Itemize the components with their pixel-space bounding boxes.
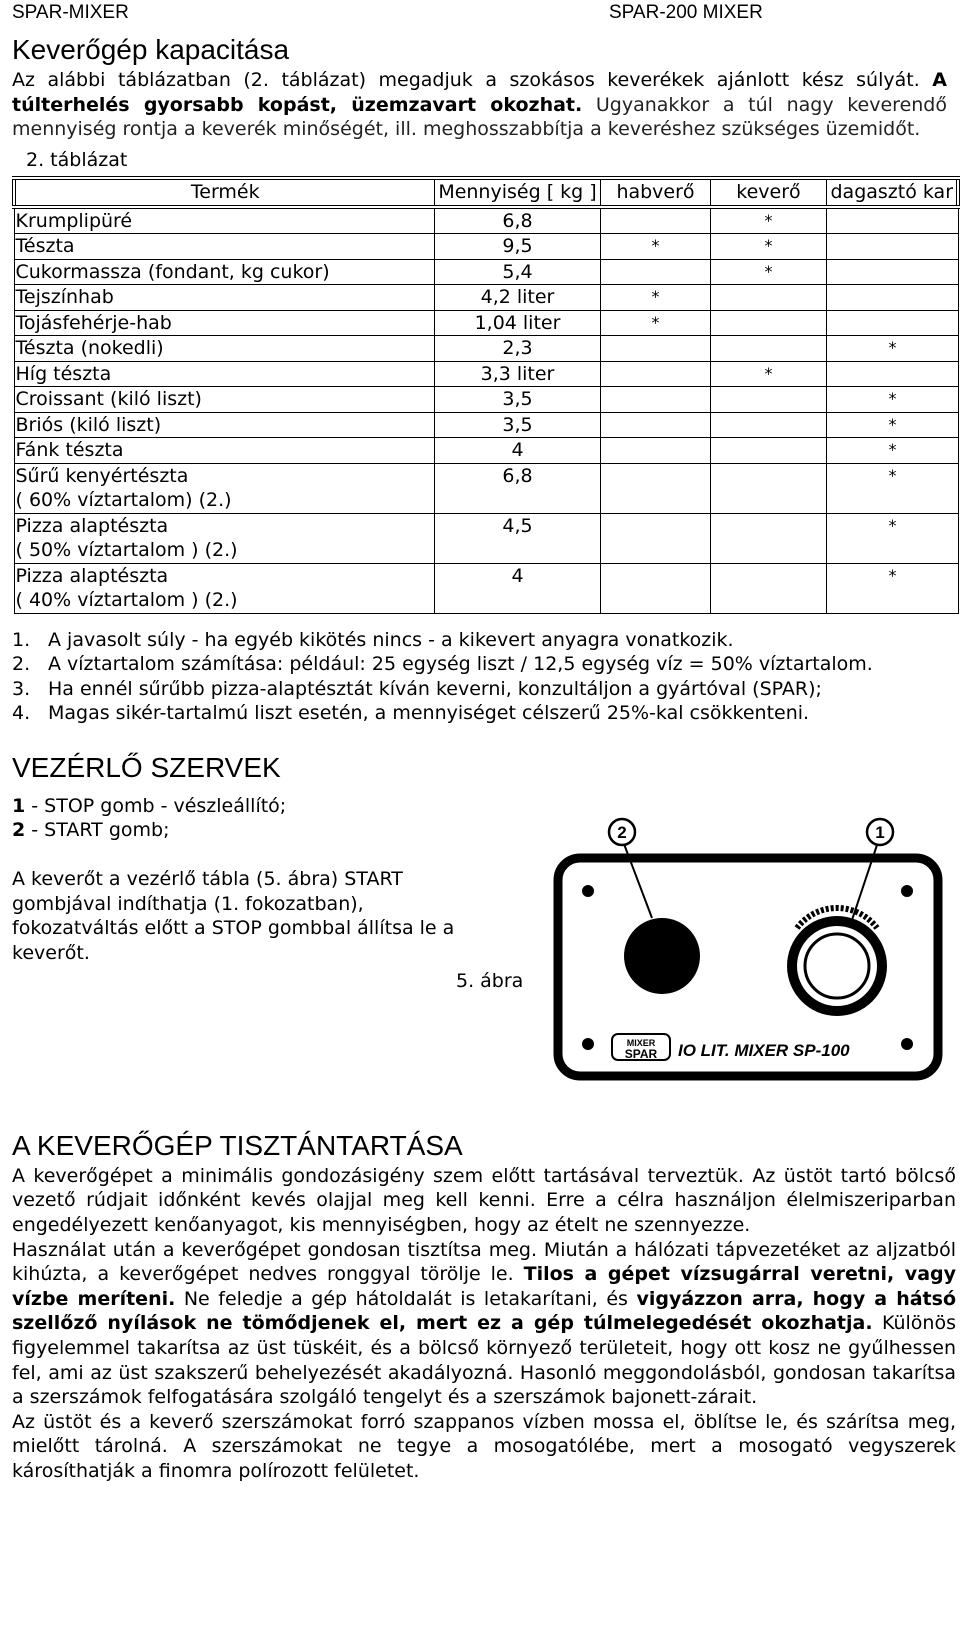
cell-product: Sűrű kenyértészta ( 60% víztartalom) (2.)	[14, 463, 434, 513]
controls-section	[12, 786, 956, 1116]
col-header-beater: keverő	[710, 178, 826, 207]
cell-product: Tészta	[14, 234, 434, 260]
cell-product: Krumplipüré	[14, 207, 434, 234]
cleaning-p2-a: Használat után a keverőgépet gondosan tisztítsa meg. Miután a hálózati tápvezetéket az aljzatból kihúzta, a keverőgépet nedves ronggyal törölje le.	[12, 1238, 956, 1286]
note-text: A javasolt súly - ha egyéb kikötés nincs - a kikevert anyagra vonatkozik.	[48, 628, 734, 651]
note-item	[12, 701, 956, 726]
cell-product: Fánk tészta	[14, 438, 434, 464]
intro-text-1: Az alábbi táblázatban (2. táblázat) megadjuk a szokásos keverékek ajánlott kész súlyát.	[12, 69, 920, 91]
control-item-2	[12, 818, 512, 843]
intro-warning: A túlterhelés gyorsabb kopást, üzemzavart okozhat.	[12, 69, 947, 116]
cell-whisk	[600, 259, 710, 285]
note-number: 4.	[12, 702, 31, 725]
table-row	[14, 207, 958, 234]
cell-dough-hook	[826, 361, 958, 387]
cell-whisk: *	[600, 285, 710, 311]
screw-bottom-right	[901, 1038, 913, 1050]
svg-text:SPAR: SPAR	[624, 1046, 658, 1061]
cell-whisk	[600, 361, 710, 387]
capacity-intro	[12, 68, 947, 142]
cell-product: Croissant (kiló liszt)	[14, 387, 434, 413]
cleaning-title: A KEVERŐGÉP TISZTÁNTARTÁSA	[12, 1129, 463, 1161]
cell-product: Tojásfehérje-hab	[14, 310, 434, 336]
control-item-1-text: - STOP gomb - vészleállító;	[25, 794, 287, 817]
cell-quantity: 4,2 liter	[434, 285, 600, 311]
controls-title: VEZÉRLŐ SZERVEK	[12, 751, 281, 783]
control-item-2-text: - START gomb;	[25, 819, 170, 842]
note-text: A víztartalom számítása: például: 25 egység liszt / 12,5 egység víz = 50% víztartalom.	[48, 653, 873, 676]
table-row	[14, 310, 958, 336]
start-button[interactable]	[624, 918, 700, 994]
cell-quantity: 3,5	[434, 412, 600, 438]
table-caption: 2. táblázat	[26, 148, 128, 171]
cleaning-paragraph-1: A keverőgépet a minimális gondozásigény szem előtt tartásával terveztük. Az üstöt tartó bölcső vezető rúdjait időnként kevés olajjal meg kell kenni. Erre a célra használjon élelmiszeriparban engedélyezett kenőanyagot, kis mennyiségben, hogy az ételt ne szennyezze.	[12, 1164, 956, 1237]
cleaning-p2-e: Különös figyelemmel takarítsa az üst tüskéit, és a bölcső környező területeit, hogy ott kosz ne gyűlhessen fel, ami az üst szakszerű behelyezését akadályozná. Hasonló meggondolásból, gondosan takarítsa a szerszámok felfogatására szolgáló tengelyt és a szerszámok bajonett-zárait.	[12, 1312, 956, 1409]
cell-product: Briós (kiló liszt)	[14, 412, 434, 438]
cell-beater	[710, 563, 826, 613]
page-header	[12, 0, 956, 26]
cell-dough-hook: *	[826, 412, 958, 438]
cleaning-p2-vent-warning: vigyázzon arra, hogy a hátsó szellőző nyílások ne tömődjenek el, mert ez a gép túlmelegedését okozhatja.	[12, 1287, 956, 1335]
cell-beater: *	[710, 234, 826, 260]
table-row	[14, 285, 958, 311]
cell-whisk: *	[600, 234, 710, 260]
cell-whisk	[600, 513, 710, 563]
table-row	[14, 387, 958, 413]
cell-beater	[710, 513, 826, 563]
header-left: SPAR-MIXER	[12, 2, 129, 23]
cell-beater	[710, 412, 826, 438]
cell-whisk	[600, 563, 710, 613]
header-right: SPAR-200 MIXER	[609, 2, 763, 23]
controls-text	[12, 794, 524, 994]
table-row	[14, 234, 958, 260]
screw-top-left	[582, 885, 594, 897]
cell-beater	[710, 387, 826, 413]
manual-page	[12, 0, 956, 1484]
col-header-quantity: Mennyiség [ kg ]	[434, 178, 600, 207]
cell-dough-hook: *	[826, 387, 958, 413]
stop-button[interactable]	[787, 908, 887, 1016]
cell-product: Pizza alaptészta ( 50% víztartalom ) (2.)	[14, 513, 434, 563]
note-item	[12, 652, 956, 677]
capacity-table	[12, 176, 960, 614]
col-header-dough-hook: dagasztó kar	[826, 178, 958, 207]
svg-text:MIXER: MIXER	[626, 1037, 656, 1048]
cell-product: Híg tészta	[14, 361, 434, 387]
cell-whisk	[600, 387, 710, 413]
cell-beater: *	[710, 207, 826, 234]
control-panel-figure	[552, 816, 948, 1106]
table-row	[14, 336, 958, 362]
cell-beater	[710, 438, 826, 464]
cell-quantity: 3,3 liter	[434, 361, 600, 387]
cleaning-p2-c: Ne feledje a gép hátoldalát is letakarítani, és	[175, 1287, 637, 1310]
table-row	[14, 412, 958, 438]
table-body	[14, 207, 958, 614]
table-row	[14, 438, 958, 464]
callout-1-label: 1	[875, 822, 885, 842]
cell-quantity: 6,8	[434, 207, 600, 234]
figure-caption: 5. ábra	[456, 970, 524, 993]
cell-whisk	[600, 438, 710, 464]
model-label: IO LIT. MIXER SP-100	[678, 1040, 850, 1060]
cell-product: Pizza alaptészta ( 40% víztartalom ) (2.)	[14, 563, 434, 613]
table-row	[14, 563, 958, 613]
cell-beater	[710, 336, 826, 362]
cell-quantity: 4,5	[434, 513, 600, 563]
table-row	[14, 463, 958, 513]
col-header-whisk: habverő	[600, 178, 710, 207]
cell-quantity: 4	[434, 438, 600, 464]
cell-quantity: 4	[434, 563, 600, 613]
table-header-row	[14, 178, 958, 207]
cell-whisk	[600, 207, 710, 234]
cell-dough-hook: *	[826, 438, 958, 464]
cell-whisk	[600, 412, 710, 438]
cell-dough-hook: *	[826, 563, 958, 613]
table-row	[14, 361, 958, 387]
cell-quantity: 2,3	[434, 336, 600, 362]
cell-dough-hook	[826, 285, 958, 311]
intro-text-2: Ugyanakkor a túl nagy keverendő mennyiség rontja a keverék minőségét, ill. meghosszabbítja a keveréshez szükséges üzemidőt.	[12, 93, 947, 141]
cell-dough-hook	[826, 234, 958, 260]
cell-whisk: *	[600, 310, 710, 336]
cleaning-paragraph-2	[12, 1238, 956, 1410]
cell-quantity: 5,4	[434, 259, 600, 285]
capacity-title: Keverőgép kapacitása	[12, 34, 290, 65]
cell-whisk	[600, 336, 710, 362]
cell-beater	[710, 310, 826, 336]
cell-quantity: 1,04 liter	[434, 310, 600, 336]
cell-quantity: 6,8	[434, 463, 600, 513]
cell-product: Tejszínhab	[14, 285, 434, 311]
note-number: 3.	[12, 677, 31, 700]
cell-beater	[710, 285, 826, 311]
cell-product: Cukormassza (fondant, kg cukor)	[14, 259, 434, 285]
cell-dough-hook: *	[826, 513, 958, 563]
callout-2-label: 2	[617, 822, 627, 842]
cell-whisk	[600, 463, 710, 513]
table-row	[14, 513, 958, 563]
cell-dough-hook: *	[826, 463, 958, 513]
note-text: Ha ennél sűrűbb pizza-alaptésztát kíván keverni, konzultáljon a gyártóval (SPAR);	[48, 677, 822, 700]
table-notes	[12, 628, 956, 726]
table-row	[14, 259, 958, 285]
cell-dough-hook	[826, 207, 958, 234]
cell-quantity: 9,5	[434, 234, 600, 260]
note-item	[12, 628, 956, 653]
cleaning-p2-warning: Tilos a gépet vízsugárral veretni, vagy vízbe meríteni.	[12, 1263, 956, 1310]
cell-dough-hook: *	[826, 336, 958, 362]
cell-dough-hook	[826, 310, 958, 336]
cleaning-paragraph-3: Az üstöt és a keverő szerszámokat forró szappanos vízben mossa el, öblítse le, és szárítsa meg, mielőtt tárolná. A szerszámokat ne tegye a mosogatólébe, mert a mosogató vegyszerek károsíthatják a finomra polírozott felületet.	[12, 1410, 956, 1482]
screw-bottom-left	[582, 1038, 594, 1050]
cell-dough-hook	[826, 259, 958, 285]
note-text: Magas sikér-tartalmú liszt esetén, a mennyiséget célszerű 25%-kal csökkenteni.	[48, 702, 810, 725]
brand-logo	[612, 1034, 670, 1061]
screw-top-right	[901, 885, 913, 897]
control-item-1-num: 1	[12, 794, 26, 817]
control-item-2-num: 2	[12, 819, 26, 842]
note-item	[12, 677, 956, 702]
controls-description: A keverőt a vezérlő tábla (5. ábra) START gombjával indíthatja (1. fokozatban), fokozatváltás előtt a STOP gombbal állítsa le a keverőt.	[12, 868, 455, 964]
control-item-1	[12, 794, 512, 819]
cell-product: Tészta (nokedli)	[14, 336, 434, 362]
col-header-product: Termék	[14, 178, 434, 207]
cell-beater: *	[710, 361, 826, 387]
cell-beater	[710, 463, 826, 513]
cell-beater: *	[710, 259, 826, 285]
cell-quantity: 3,5	[434, 387, 600, 413]
note-number: 2.	[12, 653, 31, 676]
note-number: 1.	[12, 628, 31, 651]
